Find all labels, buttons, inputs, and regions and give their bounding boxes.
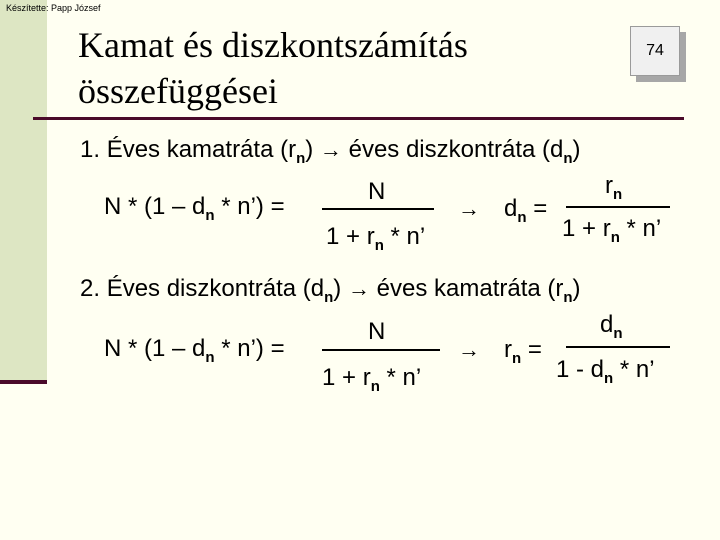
section-1-from-sub: n: [296, 150, 306, 167]
section-2-number: 2.: [80, 275, 101, 302]
section-1-result: $d_n$ =: [504, 195, 548, 226]
section-2-heading: [80, 275, 581, 306]
section-1-fraction-2-numerator: $r_n$: [605, 172, 623, 203]
section-1-fraction-2-denominator: $1 + r_n * n$’: [562, 215, 662, 246]
author-credit: Készítette: Papp József: [6, 3, 101, 13]
page-number: 74: [646, 42, 664, 59]
section-1-fraction-1-denominator: $1 + r_n * n$’: [326, 223, 426, 254]
section-1-to-label: éves diszkontráta (d: [348, 136, 564, 163]
section-1-lhs: N * ($1 - d_n$ * n’) =: [104, 193, 285, 224]
section-1-number: 1.: [80, 136, 101, 163]
page-number-box: [630, 26, 680, 76]
section-1-heading: [80, 136, 581, 167]
section-1-to-sub: n: [563, 150, 573, 167]
section-2-fraction-2-numerator: $d_n$: [600, 311, 623, 342]
arrow-right-icon: →: [319, 137, 342, 162]
section-2-from-label: Éves diszkontráta (d: [106, 275, 325, 302]
section-2-fraction-1-bar: [322, 349, 440, 351]
section-2-from-close: ): [333, 275, 342, 302]
section-2-fraction-1-denominator: $1 + r_n * n$’: [322, 364, 422, 395]
section-2-to-label: éves kamatráta (r: [376, 275, 564, 302]
section-2-from-sub: n: [324, 289, 334, 306]
section-2-to-close: ): [572, 275, 581, 302]
section-1-to-close: ): [572, 136, 581, 163]
section-2-to-sub: n: [563, 289, 573, 306]
section-1-from-label: Éves kamatráta (r: [106, 136, 297, 163]
section-1-from-close: ): [305, 136, 314, 163]
arrow-right-icon: →: [458, 337, 480, 362]
section-2-result: $r_n$ =: [504, 336, 542, 367]
section-1-fraction-1-bar: [322, 208, 434, 210]
section-2-lhs: N * ($1 - d_n$ * n’) =: [104, 335, 285, 366]
section-2-fraction-1-numerator: N: [368, 318, 386, 345]
section-1-fraction-2-bar: [566, 206, 670, 208]
slide-title: [78, 22, 468, 114]
section-2-fraction-2-denominator: $1 - d_n$ * n’: [556, 356, 655, 387]
title-line-2: összefüggései: [78, 71, 278, 111]
section-2-fraction-2-bar: [566, 346, 670, 348]
left-accent-band: [0, 0, 47, 380]
left-accent-line: [0, 380, 47, 384]
arrow-right-icon: →: [458, 196, 480, 221]
title-line-1: Kamat és diszkontszámítás: [78, 25, 468, 65]
arrow-right-icon: →: [347, 276, 370, 301]
section-1-fraction-1-numerator: N: [368, 178, 386, 205]
title-divider: [33, 117, 684, 120]
